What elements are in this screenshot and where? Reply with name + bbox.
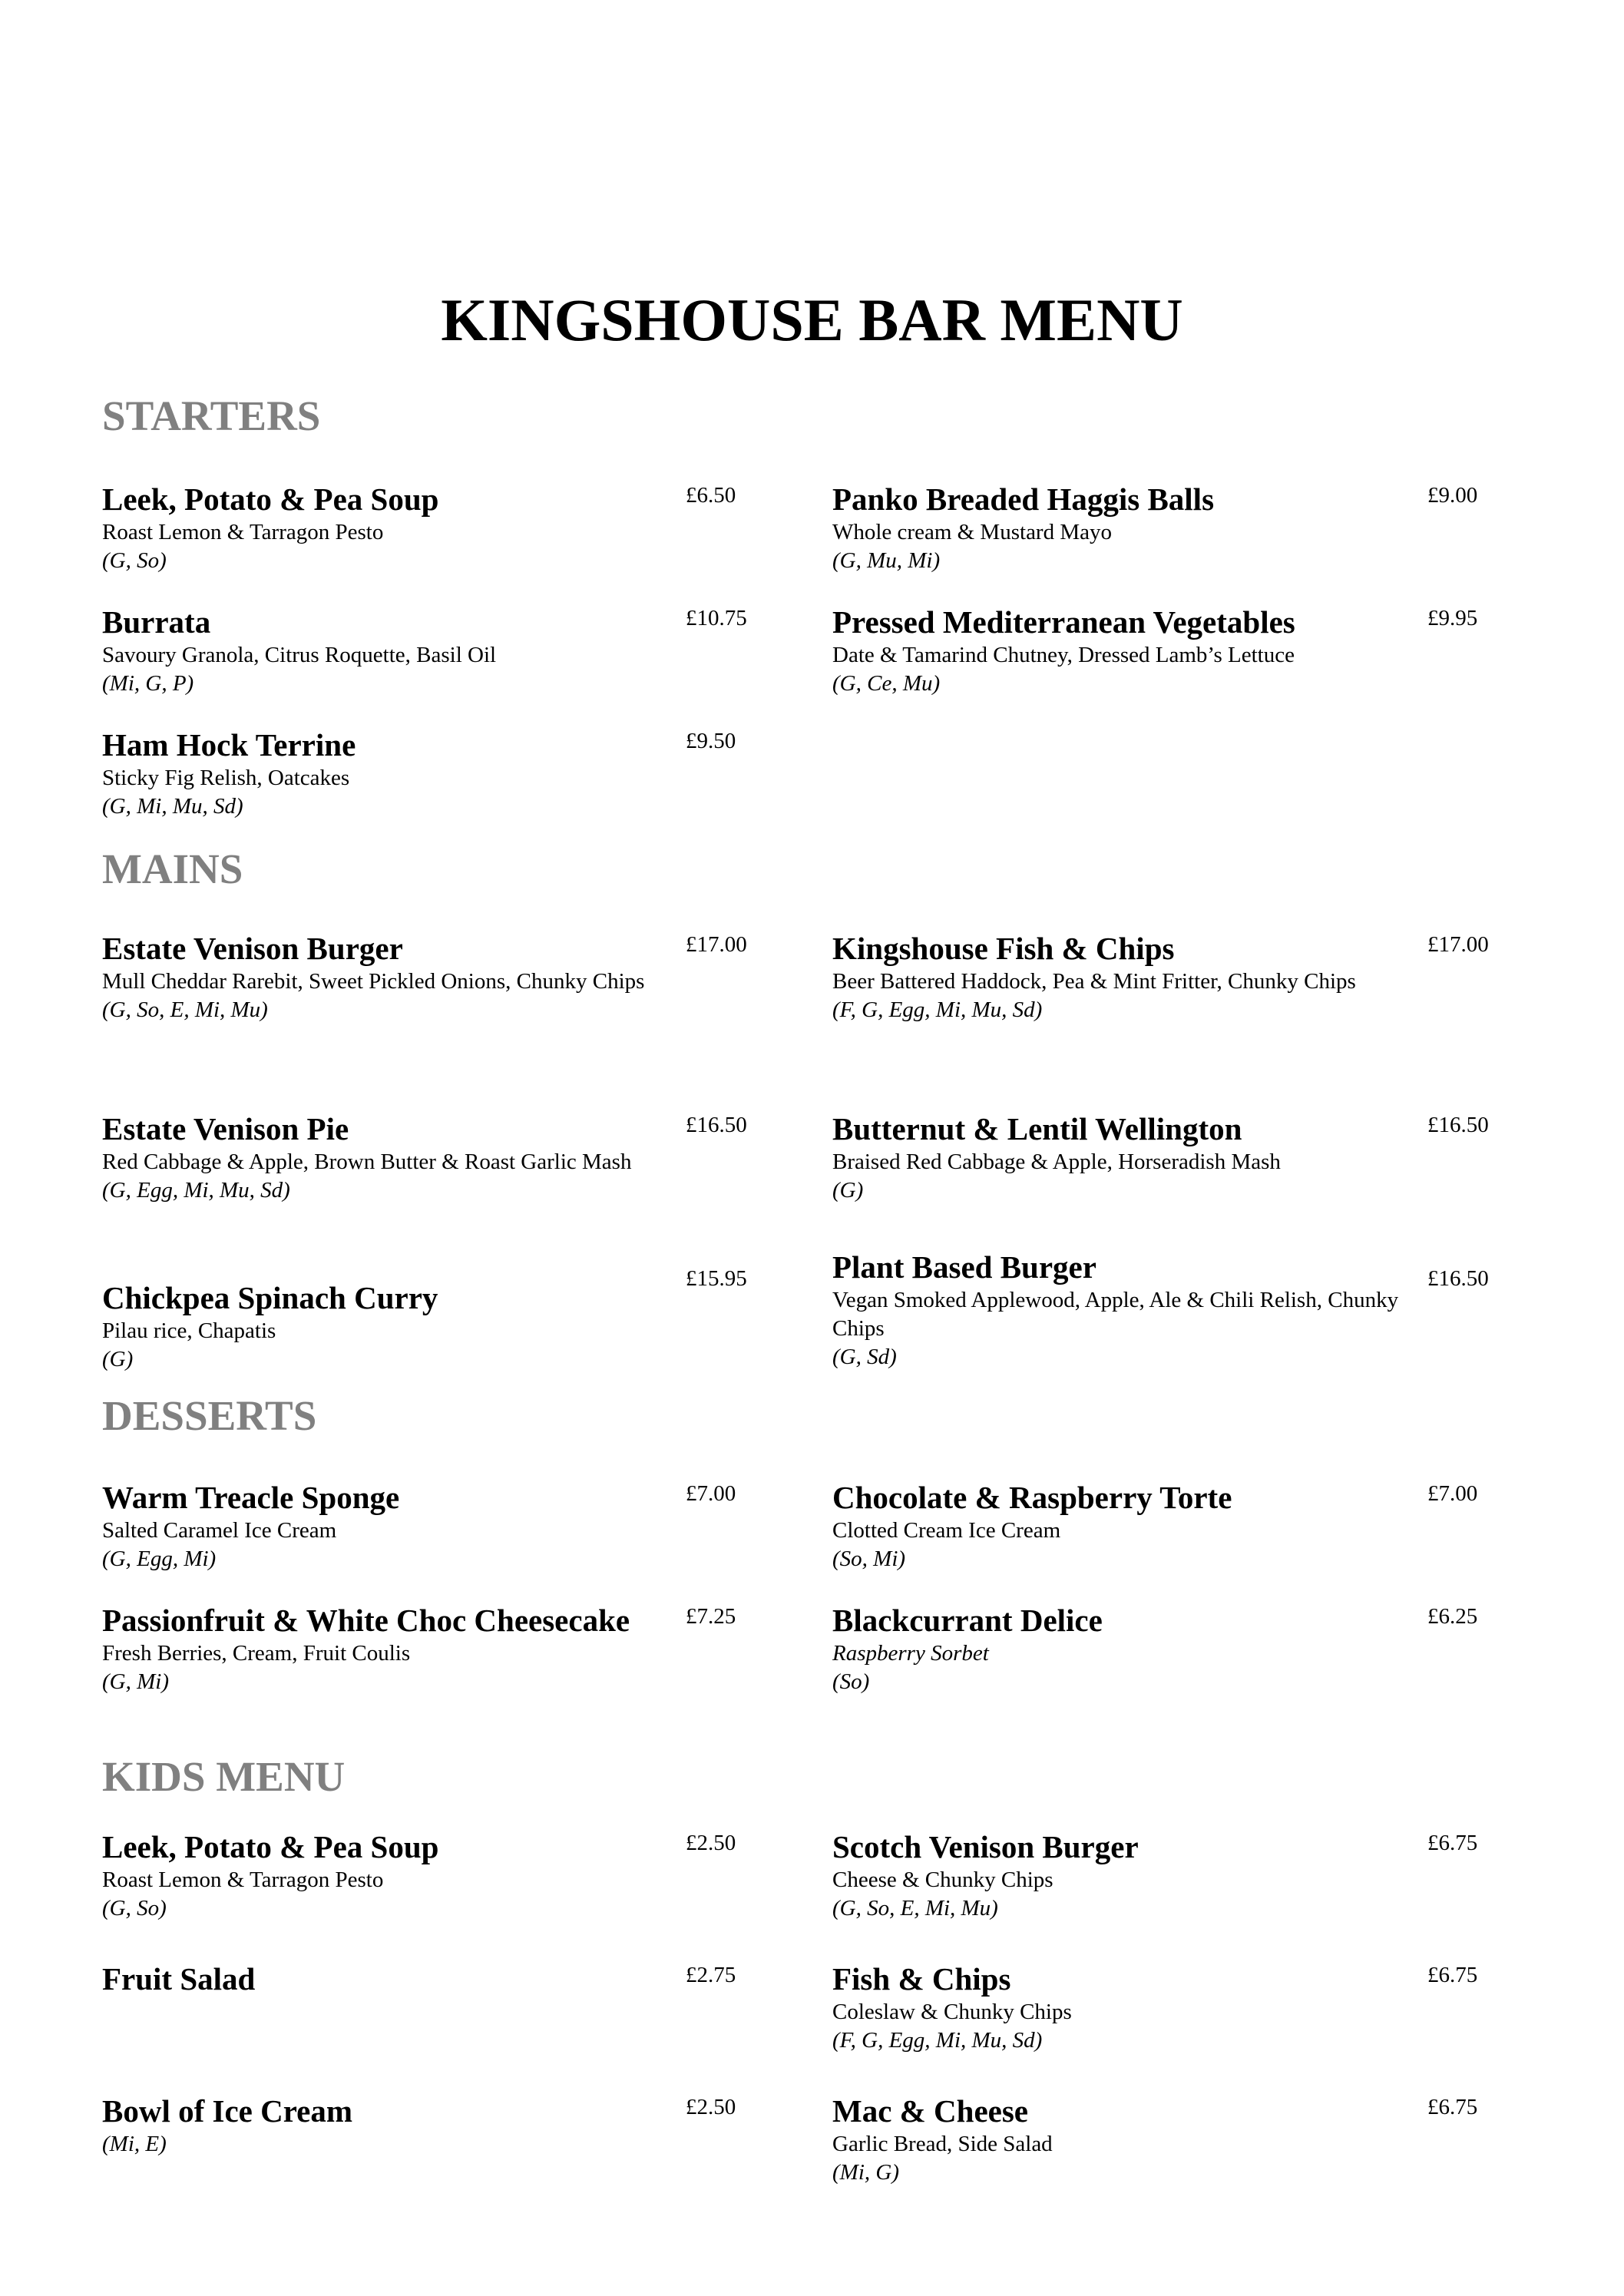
menu-item — [832, 1828, 1478, 1923]
item-price: £7.25 — [686, 1604, 736, 1629]
item-name: Scotch Venison Burger — [832, 1829, 1139, 1864]
menu-item — [832, 480, 1478, 575]
item-price: £16.50 — [686, 1113, 747, 1137]
item-allergens: (Mi, G) — [832, 2160, 899, 2185]
item-name: Chickpea Spinach Curry — [102, 1280, 438, 1315]
item-description: Savoury Granola, Citrus Roquette, Basil Oil — [102, 643, 497, 667]
item-price: £2.50 — [686, 1831, 736, 1855]
item-description: Date & Tamarind Chutney, Dressed Lamb’s Lettuce — [832, 643, 1295, 667]
item-price: £9.00 — [1427, 483, 1478, 508]
item-price: £15.95 — [686, 1266, 747, 1291]
menu-item — [832, 1248, 1489, 1371]
item-allergens: (Mi, E) — [102, 2132, 167, 2156]
menu-item — [832, 1110, 1489, 1205]
item-description: Pilau rice, Chapatis — [102, 1318, 276, 1343]
item-allergens: (G) — [832, 1178, 864, 1203]
section-heading-starters: STARTERS — [102, 392, 321, 439]
item-allergens: (G, So, E, Mi, Mu) — [832, 1896, 998, 1921]
menu-item — [102, 603, 747, 698]
item-name: Leek, Potato & Pea Soup — [102, 1829, 439, 1864]
item-name: Bowl of Ice Cream — [102, 2093, 353, 2129]
item-name: Estate Venison Burger — [102, 931, 403, 966]
item-allergens: (G, Egg, Mi) — [102, 1547, 217, 1571]
item-price: £10.75 — [686, 606, 747, 630]
item-price: £9.95 — [1427, 606, 1478, 630]
item-name: Mac & Cheese — [832, 2093, 1029, 2129]
item-allergens: (F, G, Egg, Mi, Mu, Sd) — [832, 2028, 1043, 2053]
item-name: Butternut & Lentil Wellington — [832, 1111, 1242, 1146]
item-price: £6.25 — [1427, 1604, 1478, 1629]
item-description: Whole cream & Mustard Mayo — [832, 520, 1113, 544]
menu-item — [832, 1960, 1478, 2055]
menu-item — [102, 1960, 736, 1998]
item-description: Coleslaw & Chunky Chips — [832, 2000, 1072, 2024]
item-name: Kingshouse Fish & Chips — [832, 931, 1175, 966]
item-allergens: (G, Sd) — [832, 1345, 897, 1369]
item-description: Cheese & Chunky Chips — [832, 1868, 1053, 1892]
menu-item — [832, 603, 1478, 698]
item-name: Pressed Mediterranean Vegetables — [832, 604, 1295, 640]
item-price: £6.75 — [1427, 1831, 1478, 1855]
item-name: Blackcurrant Delice — [832, 1603, 1103, 1638]
item-description: Red Cabbage & Apple, Brown Butter & Roast Garlic Mash — [102, 1150, 632, 1174]
item-description: Vegan Smoked Applewood, Apple, Ale & Chili Relish, Chunky Chips — [832, 1288, 1399, 1341]
menu-item — [102, 1478, 736, 1573]
item-name: Fruit Salad — [102, 1961, 256, 1997]
section-heading-mains: MAINS — [102, 845, 243, 892]
item-description: Clotted Cream Ice Cream — [832, 1518, 1061, 1543]
item-allergens: (G, So) — [102, 1896, 167, 1921]
item-price: £17.00 — [1427, 932, 1489, 957]
item-price: £6.50 — [686, 483, 736, 508]
item-name: Leek, Potato & Pea Soup — [102, 481, 439, 517]
item-name: Estate Venison Pie — [102, 1111, 349, 1146]
item-allergens: (G, So) — [102, 548, 167, 573]
item-price: £16.50 — [1427, 1266, 1489, 1291]
item-price: £2.50 — [686, 2095, 736, 2119]
item-allergens: (So, Mi) — [832, 1547, 906, 1571]
menu-item — [102, 1828, 736, 1923]
menu-title: KINGSHOUSE BAR MENU — [441, 286, 1183, 353]
section-heading-desserts: DESSERTS — [102, 1392, 317, 1439]
item-description: Mull Cheddar Rarebit, Sweet Pickled Onions, Chunky Chips — [102, 969, 645, 994]
item-description: Sticky Fig Relish, Oatcakes — [102, 766, 350, 790]
section-heading-kids-menu: KIDS MENU — [102, 1753, 346, 1800]
item-allergens: (F, G, Egg, Mi, Mu, Sd) — [832, 997, 1043, 1022]
item-allergens: (G, Mu, Mi) — [832, 548, 941, 573]
item-allergens: Raspberry Sorbet (So) — [832, 1641, 989, 1694]
menu-item — [102, 1266, 747, 1374]
menu-item — [832, 929, 1489, 1024]
item-price: £9.50 — [686, 729, 736, 753]
menu-item — [832, 1478, 1478, 1573]
item-allergens: (G, Ce, Mu) — [832, 671, 941, 696]
item-price: £17.00 — [686, 932, 747, 957]
menu-item — [102, 929, 747, 1024]
menu-item — [102, 480, 736, 575]
item-name: Panko Breaded Haggis Balls — [832, 481, 1215, 517]
item-price: £7.00 — [686, 1481, 736, 1506]
item-name: Ham Hock Terrine — [102, 727, 356, 763]
item-allergens: (G, So, E, Mi, Mu) — [102, 997, 268, 1022]
item-name: Fish & Chips — [832, 1961, 1011, 1997]
item-allergens: (Mi, G, P) — [102, 671, 194, 696]
item-price: £6.75 — [1427, 1963, 1478, 1987]
item-description: Beer Battered Haddock, Pea & Mint Fritter, Chunky Chips — [832, 969, 1356, 994]
menu-item — [832, 2092, 1478, 2187]
item-name: Chocolate & Raspberry Torte — [832, 1480, 1232, 1515]
item-price: £16.50 — [1427, 1113, 1489, 1137]
menu-item — [832, 1601, 1478, 1696]
item-name: Passionfruit & White Choc Cheesecake — [102, 1603, 630, 1638]
item-price: £7.00 — [1427, 1481, 1478, 1506]
menu-item — [102, 1601, 736, 1696]
item-description: Salted Caramel Ice Cream — [102, 1518, 337, 1543]
item-name: Plant Based Burger — [832, 1249, 1096, 1285]
menu-item — [102, 726, 736, 821]
item-price: £2.75 — [686, 1963, 736, 1987]
item-name: Warm Treacle Sponge — [102, 1480, 400, 1515]
item-description: Roast Lemon & Tarragon Pesto — [102, 520, 384, 544]
item-description: Garlic Bread, Side Salad — [832, 2132, 1053, 2156]
item-allergens: (G, Mi) — [102, 1669, 169, 1694]
item-allergens: (G, Mi, Mu, Sd) — [102, 794, 243, 819]
menu-item — [102, 1110, 747, 1205]
item-allergens: (G, Egg, Mi, Mu, Sd) — [102, 1178, 290, 1203]
item-description: Braised Red Cabbage & Apple, Horseradish Mash — [832, 1150, 1281, 1174]
item-allergens: (G) — [102, 1347, 134, 1371]
item-name: Burrata — [102, 604, 211, 640]
item-price: £6.75 — [1427, 2095, 1478, 2119]
menu-item — [102, 2092, 736, 2159]
item-description: Fresh Berries, Cream, Fruit Coulis — [102, 1641, 411, 1666]
item-description: Roast Lemon & Tarragon Pesto — [102, 1868, 384, 1892]
